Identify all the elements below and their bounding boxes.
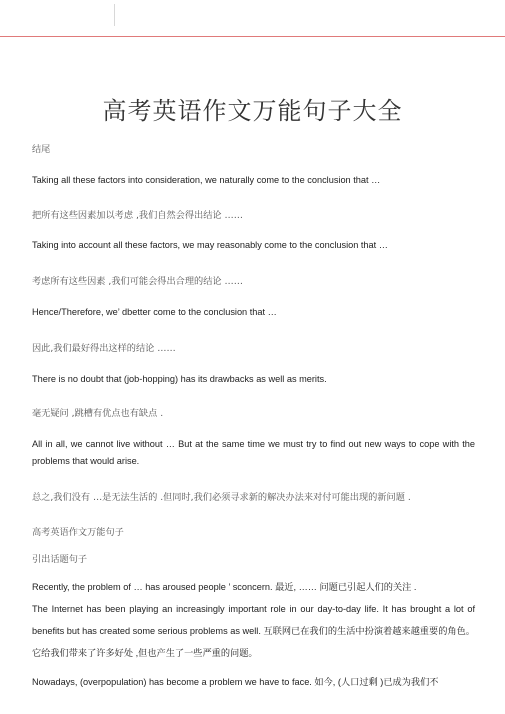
- intro-sentence: Nowadays, (overpopulation) has become a problem we have to face. 如今, (人口过剩 )已成为我们不: [32, 677, 439, 687]
- intro-sentence: Recently, the problem of … has aroused people ’ sconcern. 最近, …… 问题已引起人们的关注 .: [32, 582, 417, 592]
- intro-sentence: The Internet has been playing an increasingly important role in our day-to-day life. It has brought a lot of benefits but has created some serious problems as well. 互联网已在我们的生活中扮演着越来越重要的角色。它给我们带来了许多好处 ,但也产生了一些严重的问题。: [32, 604, 475, 658]
- section-heading-ending: 结尾: [32, 144, 51, 155]
- sentence-en: There is no doubt that (job-hopping) has its drawbacks as well as merits.: [32, 374, 327, 384]
- header-marker: [114, 4, 115, 26]
- section-heading-intro: 引出话题句子: [32, 554, 88, 565]
- sentence-zh: 总之,我们没有 …是无法生活的 .但同时,我们必须寻求新的解决办法来对付可能出现的新问题 .: [32, 492, 411, 503]
- sentence-en: Hence/Therefore, we’ dbetter come to the conclusion that …: [32, 307, 277, 317]
- sentence-zh: 考虑所有这些因素 ,我们可能会得出合理的结论 ……: [32, 276, 243, 287]
- header-rule: [0, 36, 505, 37]
- sentence-en: Taking all these factors into consideration, we naturally come to the conclusion that …: [32, 175, 381, 185]
- sentence-zh: 因此,我们最好得出这样的结论 ……: [32, 343, 176, 354]
- sentence-zh: 把所有这些因素加以考虑 ,我们自然会得出结论 ……: [32, 210, 243, 221]
- sentence-zh: 毫无疑问 ,跳槽有优点也有缺点 .: [32, 408, 164, 419]
- page-title: 高考英语作文万能句子大全: [102, 97, 403, 125]
- sentence-en: Taking into account all these factors, we may reasonably come to the conclusion that …: [32, 240, 388, 250]
- sentence-en: All in all, we cannot live without … But at the same time we must try to find out new ways to cope with the problems that would arise.: [32, 439, 475, 466]
- section-heading-sentences: 高考英语作文万能句子: [32, 527, 124, 538]
